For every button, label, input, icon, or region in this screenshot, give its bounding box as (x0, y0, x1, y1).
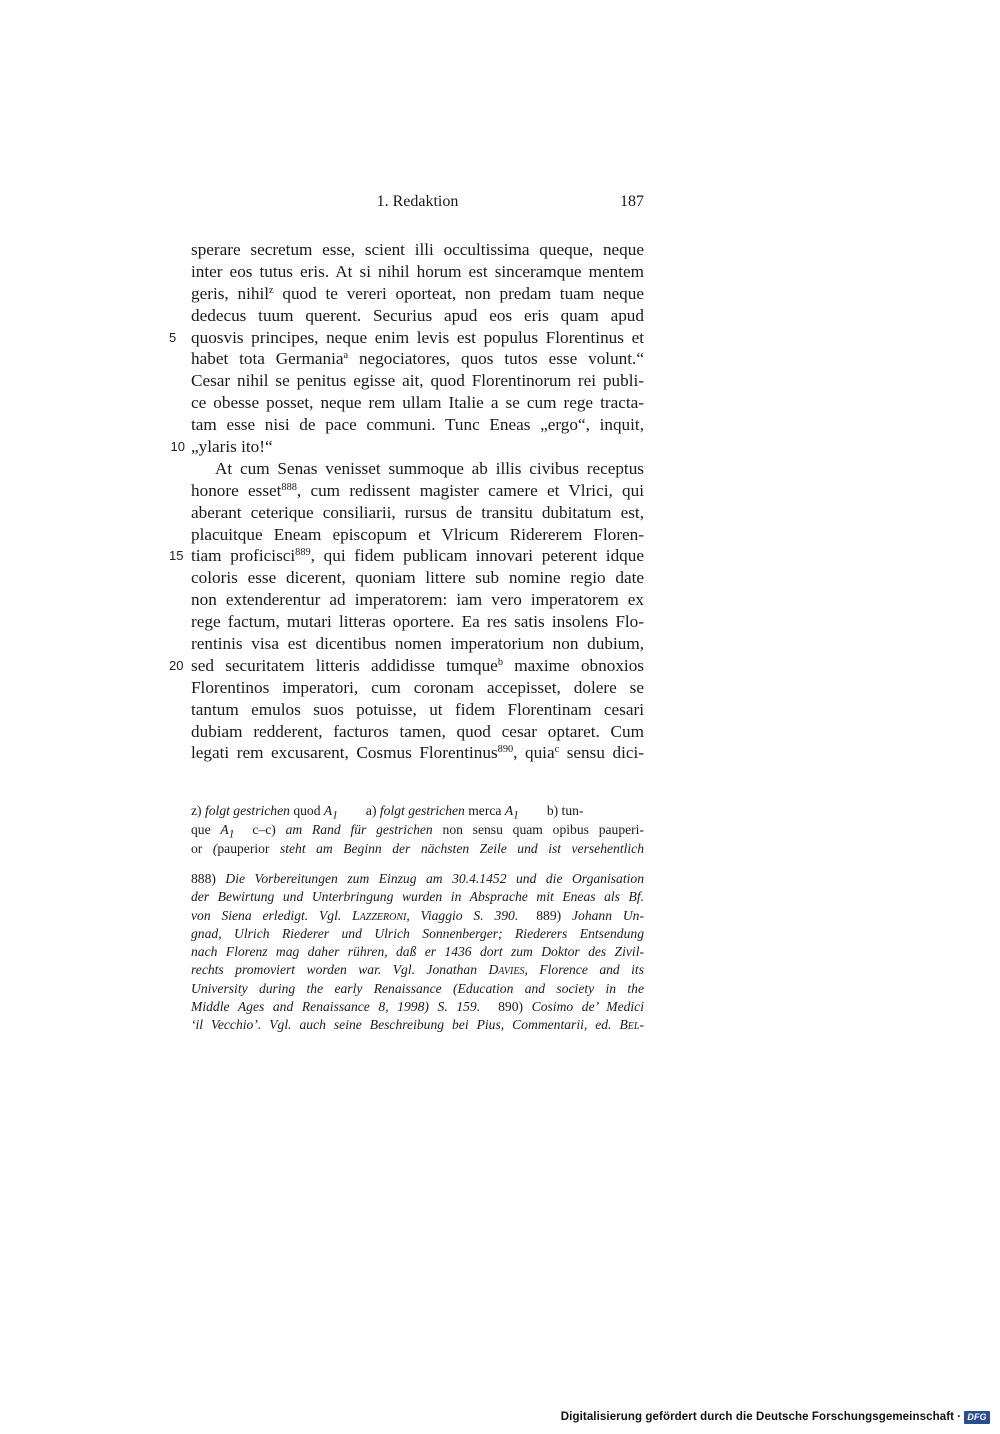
text-line: honore esset$^{888}$, cum redissent magister camere et Vlrici, qui (191, 480, 645, 500)
line-number: 5 (169, 329, 177, 345)
text-line: rentinis visa est dicentibus nomen imperatorium non dubium, (191, 634, 644, 654)
page-number: 187 (620, 193, 644, 210)
text-line: aberant ceterique consiliarii, rursus de transitu dubitatum est, (191, 502, 644, 522)
footnote-line: ‘il Vecchio’. Vgl. auch seine Beschreibung bei Pius, Commentarii, ed. Bel- (191, 1017, 644, 1033)
apparatus-ref: a (343, 350, 349, 362)
text-line: 5 quosvis principes, neque enim levis est populus Florentinus et (169, 327, 644, 347)
text-line: inter eos tutus eris. At si nihil horum est sinceramque mentem (191, 261, 644, 281)
text-line: At cum Senas venisset summoque ab illis civibus receptus (215, 458, 644, 478)
footnote-line: von Siena erledigt. Vgl. Lazzeroni, Viaggio S. 390. 889) Johann Un- (191, 907, 644, 923)
text-line: 15 tiam proficisci$^{889}$, qui fidem publicam innovari peterent idque (169, 546, 644, 566)
main-text (169, 239, 645, 764)
running-head (191, 193, 644, 215)
text-line: Florentinos imperatori, cum coronam accepisset, dolere se (191, 677, 644, 697)
funding-credit-text: Digitalisierung gefördert durch die Deutsche Forschungsgemeinschaft (560, 1411, 955, 1423)
commentary-footnotes (191, 870, 644, 1035)
text-line: 20 sed securitatem litteris addidisse tumque$^b$ maxime obnoxios (169, 655, 644, 675)
text-line: coloris esse dicerent, quoniam littere sub nomine regio date (191, 568, 644, 588)
footnote-ref: 888 (281, 481, 297, 493)
dfg-logo: DFG (964, 1411, 990, 1424)
footnote-line: rechts promoviert worden war. Vgl. Jonathan Davies, Florence and its (191, 962, 644, 978)
line-number: 20 (169, 657, 184, 673)
separator-dot: · (957, 1411, 961, 1423)
text-line: ce obesse posset, neque rem ullam Italie a se cum rege tracta- (191, 393, 644, 413)
text-line: dubiam redderent, facturos tamen, quod cesar optaret. Cum (191, 721, 644, 741)
line-number: 10 (170, 439, 185, 455)
text-line: 10 „ylaris ito!“ (170, 437, 273, 457)
text-line: tantum emulos suos potuisse, ut fidem Florentinam cesari (191, 699, 644, 719)
footnote-line: University during the early Renaissance (Education and society in the (191, 980, 644, 996)
text-line: rege factum, mutari litteras oportere. Ea res satis insolens Flo- (191, 612, 644, 632)
text-line: tam esse nisi de pace communi. Tunc Eneas „ergo“, inquit, (191, 415, 644, 435)
line-number: 15 (169, 548, 184, 564)
footnote-line: 888) Die Vorbereitungen zum Einzug am 30.4.1452 und die Organisation (191, 871, 644, 886)
text-line: Cesar nihil se penitus egisse ait, quod Florentinorum rei publi- (191, 371, 644, 391)
text-line: legati rem excusarent, Cosmus Florentinus$^{890}$, quia$^c$ sensu dici- (191, 743, 644, 763)
text-line: habet tota Germania$^a$ negociatores, quos tutos esse volunt.“ (191, 349, 644, 369)
text-line: dedecus tuum querent. Securius apud eos eris quam apud (191, 305, 644, 325)
footnote-ref: 890 (497, 744, 514, 756)
critical-apparatus (191, 801, 644, 858)
text-line: geris, nihil$^z$ quod te vereri oporteat, non predam tuam neque (191, 283, 644, 303)
apparatus-ref: b (497, 656, 503, 668)
text-line: non extenderentur ad imperatorem: iam vero imperatorem ex (191, 590, 644, 610)
footnote-line: gnad, Ulrich Riederer und Ulrich Sonnenberger; Riederers Entsendung (191, 925, 644, 941)
footnote-ref: 889 (295, 547, 311, 559)
apparatus-ref: c (554, 744, 560, 756)
footnote-line: der Bewirtung und Unterbringung wurden in Absprache mit Eneas als Bf. (191, 889, 644, 905)
footnote-line: nach Florenz mag daher rühren, daß er 1436 dort zum Doktor des Zivil- (191, 944, 644, 960)
section-title: 1. Redaktion (376, 193, 459, 210)
apparatus-line: z) folgt gestrichen quod $A_1$ a) folgt gestrichen merca $A_1$ b) tun- (191, 803, 584, 822)
text-line: placuitque Eneam episcopum et Vlricum Ridererem Floren- (191, 524, 644, 544)
apparatus-line: or (pauperior steht am Beginn der nächsten Zeile und ist versehentlich (191, 841, 644, 856)
funding-credit (561, 1408, 990, 1426)
apparatus-line: que $A_1$ c–c) am Rand für gestrichen non sensu quam opibus pauperi- (191, 822, 644, 841)
text-line: sperare secretum esse, scient illi occultissima queque, neque (191, 240, 644, 259)
apparatus-ref: z (269, 284, 274, 296)
footnote-line: Middle Ages and Renaissance 8, 1998) S. 159. 890) Cosimo de’ Medici (191, 999, 644, 1015)
